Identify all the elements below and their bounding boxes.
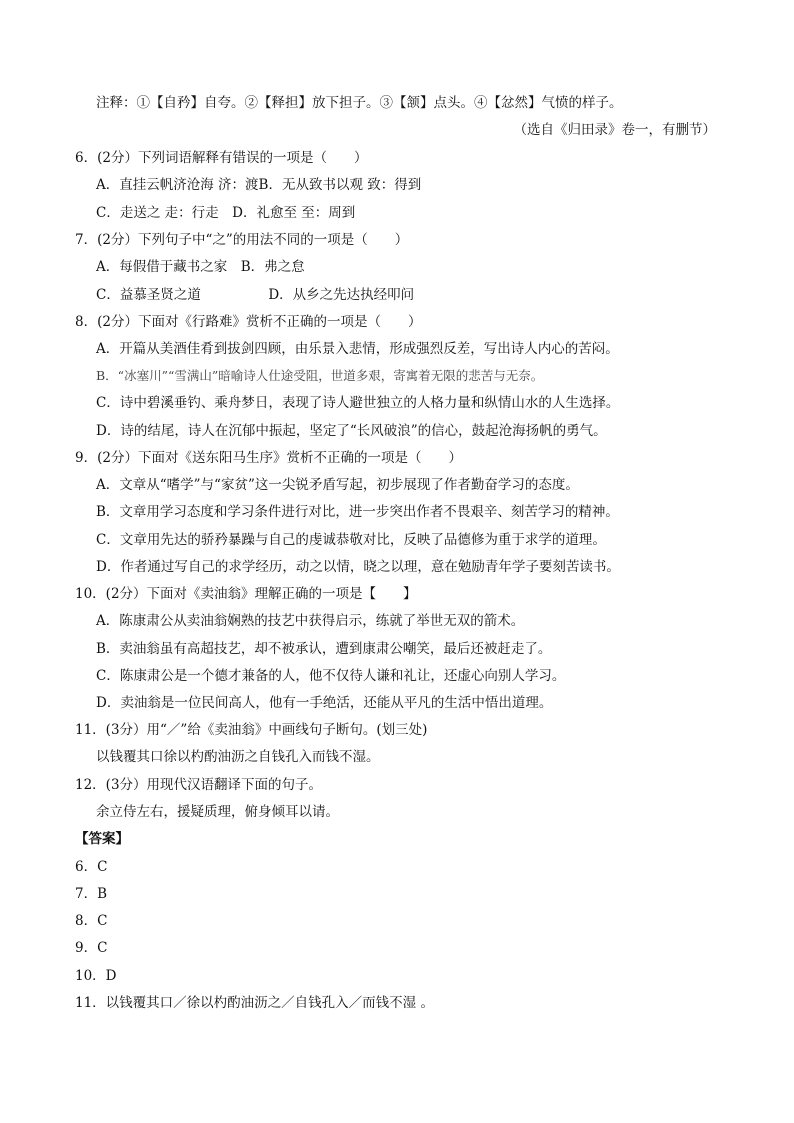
question-7-stem: 7．(2分）下列句子中“之”的用法不同的一项是（ ） [75,232,409,248]
question-6-option-ab: A．直挂云帆济沧海 济：渡B．无从致书以观 致：得到 [96,177,422,193]
question-8-option-d: D．诗的结尾，诗人在沉郁中振起，坚定了“长风破浪”的信心，鼓起沧海扬帆的勇气。 [96,423,607,439]
question-10-option-a: A．陈康肃公从卖油翁娴熟的技艺中获得启示，练就了举世无双的箭术。 [96,613,525,629]
question-12-sentence: 余立侍左右，援疑质理，俯身倾耳以请。 [96,804,339,820]
question-11-stem: 11．(3分）用“／”给《卖油翁》中画线句子断句。(划三处) [75,722,428,738]
answer-heading: 【答案】 [75,831,129,847]
question-8-option-c: C．诗中碧溪垂钓、乘舟梦日，表现了诗人避世独立的人格力量和纵情山水的人生选择。 [96,395,620,411]
question-6-stem: 6．(2分）下列词语解释有错误的一项是（ ） [75,150,368,166]
answer-11: 11．以钱覆其口／徐以杓酌油沥之／自钱孔入／而钱不湿 。 [75,995,434,1011]
question-12-stem: 12．(3分）用现代汉语翻译下面的句子。 [75,777,323,793]
question-8-stem: 8．(2分）下面对《行路难》赏析不正确的一项是（ ） [75,314,422,330]
question-7-option-cd: C．益慕圣贤之道 D．从乡之先达执经叩问 [96,287,415,303]
answer-8: 8．C [75,913,108,929]
question-9-option-c: C．文章用先达的骄矜暴躁与自己的虔诚恭敬对比，反映了品德修为重于求学的道理。 [96,532,606,548]
question-9-stem: 9．(2分）下面对《送东阳马生序》赏析不正确的一项是（ ） [75,450,462,466]
answer-6: 6．C [75,859,108,875]
question-9-option-d: D．作者通过写自己的求学经历，动之以情，晓之以理，意在勉励青年学子要刻苦读书。 [96,559,620,575]
answer-10: 10．D [75,968,117,984]
source-citation: （选自《归田录》卷一，有删节） [513,122,716,138]
question-11-sentence: 以钱覆其口徐以杓酌油沥之自钱孔入而钱不湿。 [96,749,380,765]
question-7-option-ab: A．每假借于藏书之家 B．弗之怠 [96,259,305,275]
question-9-option-a: A．文章从“嗜学”与“家贫”这一尖锐矛盾写起，初步展现了作者勤奋学习的态度。 [96,477,579,493]
question-9-option-b: B．文章用学习态度和学习条件进行对比，进一步突出作者不畏艰辛、刻苦学习的精神。 [96,504,619,520]
question-8-option-a: A．开篇从美酒佳肴到拔剑四顾，由乐景入悲情，形成强烈反差，写出诗人内心的苦闷。 [96,341,619,357]
question-10-stem: 10．(2分）下面对《卖油翁》理解正确的一项是【 】 [75,586,417,602]
question-10-option-c: C．陈康肃公是一个德才兼备的人，他不仅待人谦和礼让，还虚心向别人学习。 [96,668,566,684]
question-6-option-cd: C．走送之 走：行走 D．礼愈至 至：周到 [96,205,356,221]
answer-9: 9．C [75,940,108,956]
answer-7: 7．B [75,886,108,902]
question-10-option-d: D．卖油翁是一位民间高人，他有一手绝活，还能从平凡的生活中悟出道理。 [96,695,553,711]
annotation-note: 注释：①【自矜】自夸。②【释担】放下担子。③【颔】点头。④【忿然】气愤的样子。 [96,95,623,111]
question-8-option-b: B．“冰塞川”“雪满山”暗喻诗人仕途受阻，世道多艰，寄寓着无限的悲苦与无奈。 [96,368,544,383]
question-10-option-b: B．卖油翁虽有高超技艺，却不被承认，遭到康肃公嘲笑，最后还被赶走了。 [96,641,552,657]
